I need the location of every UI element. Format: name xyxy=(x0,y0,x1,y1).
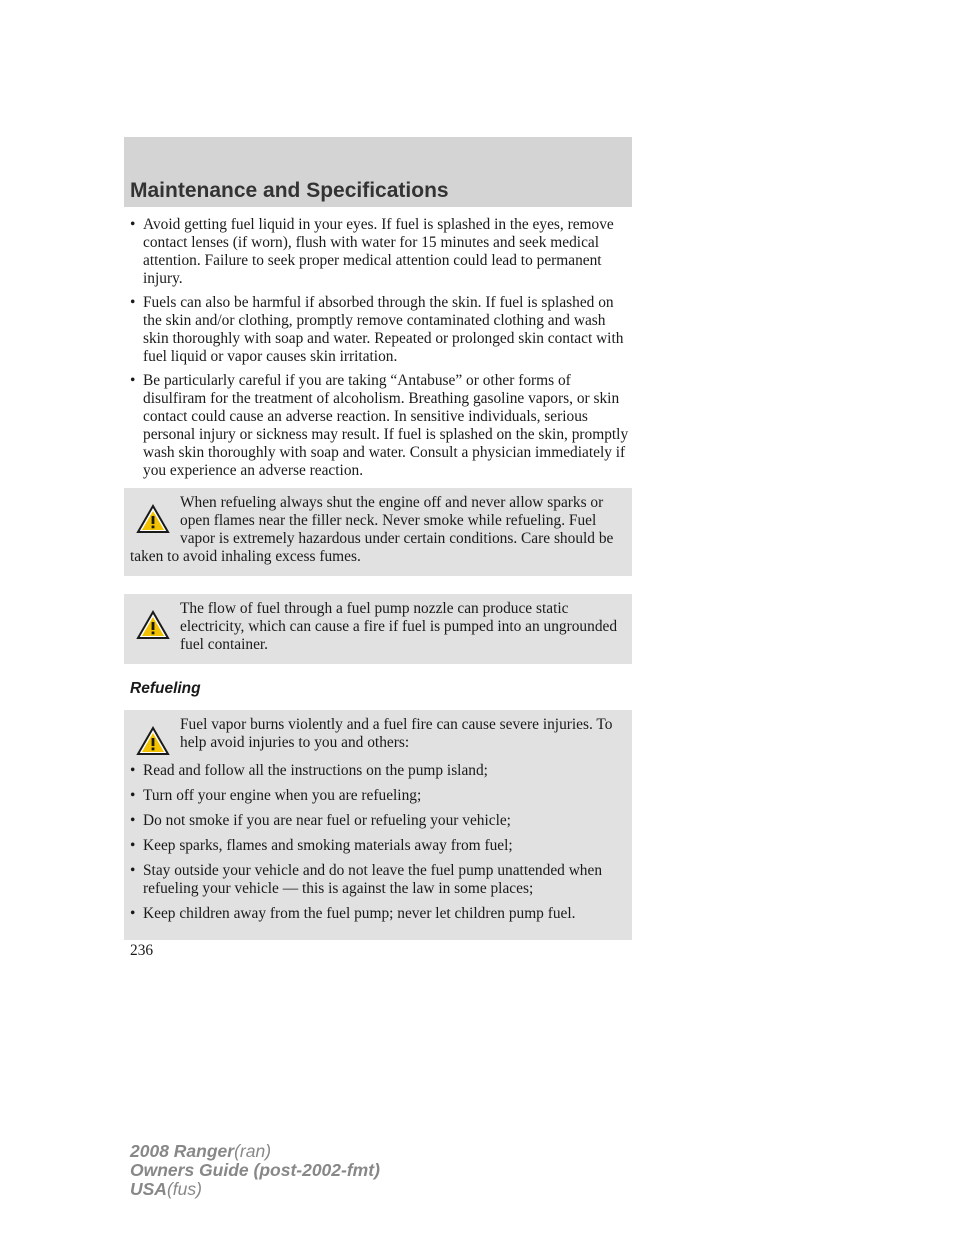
intro-bullet-list xyxy=(130,216,630,480)
warning-triangle-icon xyxy=(136,504,170,534)
page-number: 236 xyxy=(130,942,154,959)
bullet-item: • Turn off your engine when you are refueling; xyxy=(130,787,624,805)
bullet-item: • Read and follow all the instructions on the pump island; xyxy=(130,762,624,780)
bullet-item: • Be particularly careful if you are taking “Antabuse” or other forms of disulfiram for the treatment of alcoholism. Breathing gasoline vapors, or skin contact could cause an adverse reaction. In sensitive individuals, serious personal injury or sickness may result. If fuel is splashed on the skin, promptly wash skin thoroughly with soap and water. Consult a physician immediately if you experience an adverse reaction. xyxy=(130,372,630,480)
warning-box-refueling xyxy=(124,710,632,940)
bullet-item: • Keep sparks, flames and smoking materials away from fuel; xyxy=(130,837,624,855)
footer-model-code: (ran) xyxy=(234,1141,272,1161)
warning-text: Fuel vapor burns violently and a fuel fire can cause severe injuries. To help avoid injuries to you and others: xyxy=(180,716,613,751)
footer-guide: Owners Guide (post-2002-fmt) xyxy=(130,1160,380,1180)
warning-triangle-icon xyxy=(136,610,170,640)
footer-region-code: (fus) xyxy=(166,1179,202,1199)
page-content xyxy=(130,216,630,940)
bullet-item: • Stay outside your vehicle and do not leave the fuel pump unattended when refueling your vehicle — this is against the law in some places; xyxy=(130,862,624,898)
bullet-item: • Do not smoke if you are near fuel or refueling your vehicle; xyxy=(130,812,624,830)
document-footer xyxy=(130,1142,380,1199)
warning-box-engine-off xyxy=(124,488,632,576)
bullet-item: • Keep children away from the fuel pump; never let children pump fuel. xyxy=(130,905,624,923)
warning-box-static xyxy=(124,594,632,664)
warning-triangle-icon xyxy=(136,726,170,756)
refueling-heading: Refueling xyxy=(130,680,201,697)
section-title: Maintenance and Specifications xyxy=(130,179,449,202)
warning-text: The flow of fuel through a fuel pump nozzle can produce static electricity, which can cause a fire if fuel is pumped into an ungrounded fuel container. xyxy=(180,600,618,653)
bullet-item: • Avoid getting fuel liquid in your eyes. If fuel is splashed in the eyes, remove contact lenses (if worn), flush with water for 15 minutes and seek medical attention. Failure to seek proper medical attention could lead to permanent injury. xyxy=(130,216,630,288)
bullet-item: • Fuels can also be harmful if absorbed through the skin. If fuel is splashed on the skin and/or clothing, promptly remove contaminated clothing and wash skin thoroughly with soap and water. Repeated or prolonged skin contact with fuel liquid or vapor causes skin irritation. xyxy=(130,294,630,366)
refueling-bullet-list xyxy=(130,762,624,923)
footer-model: 2008 Ranger xyxy=(130,1141,235,1161)
warning-text: When refueling always shut the engine off and never allow sparks or open flames near the filler neck. Never smoke while refueling. Fuel vapor is extremely hazardous under certain conditions. Care should be taken to avoid inhaling excess fumes. xyxy=(130,494,614,565)
section-header-bar xyxy=(124,137,632,207)
footer-region: USA xyxy=(130,1179,167,1199)
